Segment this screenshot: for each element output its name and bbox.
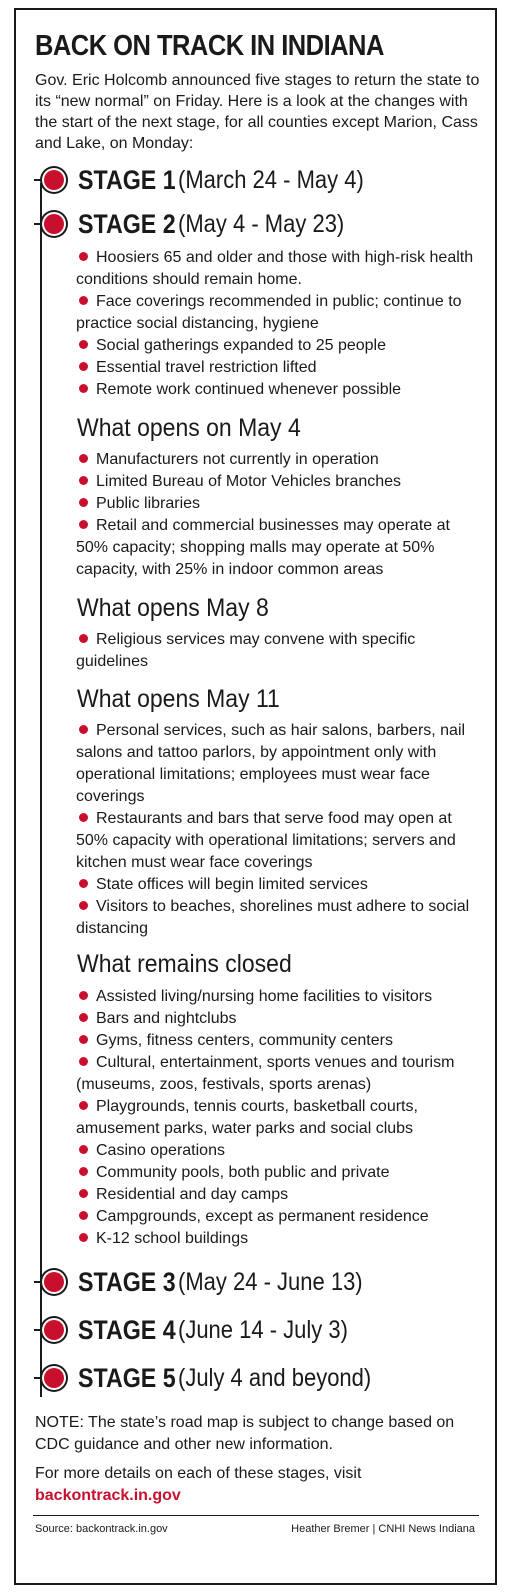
bullet-icon xyxy=(79,813,88,822)
bullet-icon xyxy=(79,1145,88,1154)
stage-marker-icon xyxy=(44,170,64,190)
list-item: Bars and nightclubs xyxy=(76,1008,480,1030)
section-heading-may-8: What opens May 8 xyxy=(77,594,269,622)
bullet-icon xyxy=(79,476,88,485)
stage-marker-icon xyxy=(44,1272,64,1292)
bullet-icon xyxy=(79,340,88,349)
list-item: Playgrounds, tennis courts, basketball courts, amusement parks, water parks and social clubs xyxy=(76,1098,418,1137)
stage-1 xyxy=(34,165,389,195)
bullet-icon xyxy=(79,1013,88,1022)
bullet-icon xyxy=(79,384,88,393)
list-item: Remote work continued whenever possible xyxy=(76,379,480,401)
source-credit: Source: backontrack.in.gov xyxy=(35,1523,168,1535)
bullet-icon xyxy=(79,634,88,643)
list-item: Essential travel restriction lifted xyxy=(76,357,480,379)
list-item: Community pools, both public and private xyxy=(76,1162,480,1184)
section-heading-may-11: What opens May 11 xyxy=(77,685,280,713)
list-item: State offices will begin limited services xyxy=(76,874,480,896)
list-item: Restaurants and bars that serve food may open at 50% capacity with operational limitations; servers and kitchen must wear face coverings xyxy=(76,810,456,871)
bullet-icon xyxy=(79,1233,88,1242)
bullet-icon xyxy=(79,991,88,1000)
list-item: Campgrounds, except as permanent residence xyxy=(76,1206,480,1228)
stage-3 xyxy=(34,1267,387,1297)
bullet-icon xyxy=(79,879,88,888)
list-item: Face coverings recommended in public; continue to practice social distancing, hygiene xyxy=(76,293,462,332)
bullet-icon xyxy=(79,725,88,734)
section-list-may-11 xyxy=(76,720,480,940)
stage-name: STAGE 3 xyxy=(78,1266,176,1297)
bullet-icon xyxy=(79,1101,88,1110)
graphic-title: BACK ON TRACK IN INDIANA xyxy=(35,30,384,62)
stage-marker-icon xyxy=(44,1320,64,1340)
more-info-text: For more details on each of these stages, visit xyxy=(35,1465,362,1482)
bullet-icon xyxy=(79,296,88,305)
list-item: Residential and day camps xyxy=(76,1184,480,1206)
list-item: Assisted living/nursing home facilities to visitors xyxy=(76,986,480,1008)
section-list-may-8 xyxy=(76,629,480,673)
timeline-line xyxy=(40,183,42,1397)
bullet-icon xyxy=(79,1211,88,1220)
list-item: Personal services, such as hair salons, barbers, nail salons and tattoo parlors, by appointment only with operational limitations; employees must wear face coverings xyxy=(76,722,466,805)
list-item: Limited Bureau of Motor Vehicles branches xyxy=(76,471,480,493)
bullet-icon xyxy=(79,1189,88,1198)
bullet-icon xyxy=(79,1035,88,1044)
stage-marker-icon xyxy=(44,1368,64,1388)
list-item: Visitors to beaches, shorelines must adhere to social distancing xyxy=(76,898,470,937)
note-text: NOTE: The state’s road map is subject to change based on CDC guidance and other new information. xyxy=(35,1414,455,1453)
list-item: Gyms, fitness centers, community centers xyxy=(76,1030,480,1052)
intro-text: Gov. Eric Holcomb announced five stages to return the state to its “new normal” on Friday. Here is a look at the changes with the start of the next stage, for all counties except Marion, Cass and Lake, on Monday: xyxy=(35,72,480,152)
bullet-icon xyxy=(79,1057,88,1066)
bullet-icon xyxy=(79,901,88,910)
stage-name: STAGE 4 xyxy=(78,1314,176,1345)
list-item: Cultural, entertainment, sports venues and tourism (museums, zoos, festivals, sports arenas) xyxy=(76,1054,455,1093)
list-item: Casino operations xyxy=(76,1140,480,1162)
list-item: Hoosiers 65 and older and those with high-risk health conditions should remain home. xyxy=(76,249,474,288)
stage-dates: (May 4 - May 23) xyxy=(177,209,344,238)
list-item: K-12 school buildings xyxy=(76,1228,480,1250)
list-item: Manufacturers not currently in operation xyxy=(76,449,480,471)
stage-4 xyxy=(34,1315,371,1345)
list-item: Retail and commercial businesses may operate at 50% capacity; shopping malls may operate at 50% capacity, with 25% in indoor common areas xyxy=(76,517,450,578)
stage-dates: (July 4 and beyond) xyxy=(177,1363,371,1392)
stage-dates: (March 24 - May 4) xyxy=(177,165,364,194)
list-item: Social gatherings expanded to 25 people xyxy=(76,335,480,357)
stage-name: STAGE 2 xyxy=(78,208,176,239)
bullet-icon xyxy=(79,362,88,371)
stage-2 xyxy=(34,209,366,239)
bullet-icon xyxy=(79,1167,88,1176)
bullet-icon xyxy=(79,498,88,507)
list-item: Religious services may convene with specific guidelines xyxy=(76,631,416,670)
section-heading-may-4: What opens on May 4 xyxy=(77,414,301,442)
stage-2-guidelines xyxy=(76,247,480,401)
section-list-remains-closed xyxy=(76,986,480,1250)
more-info xyxy=(35,1463,485,1507)
section-list-may-4 xyxy=(76,449,480,581)
stage-dates: (June 14 - July 3) xyxy=(177,1315,348,1344)
stage-name: STAGE 1 xyxy=(78,164,176,195)
footer-credits xyxy=(35,1523,475,1535)
bullet-icon xyxy=(79,520,88,529)
stage-dates: (May 24 - June 13) xyxy=(177,1267,363,1296)
footer-divider xyxy=(33,1515,479,1516)
stage-marker-icon xyxy=(44,214,64,234)
bullet-icon xyxy=(79,252,88,261)
stage-name: STAGE 5 xyxy=(78,1362,176,1393)
author-credit: Heather Bremer | CNHI News Indiana xyxy=(291,1523,475,1535)
section-heading-remains-closed: What remains closed xyxy=(77,950,292,978)
backontrack-link[interactable]: backontrack.in.gov xyxy=(35,1487,181,1504)
stage-5 xyxy=(34,1363,397,1393)
bullet-icon xyxy=(79,454,88,463)
list-item: Public libraries xyxy=(76,493,480,515)
